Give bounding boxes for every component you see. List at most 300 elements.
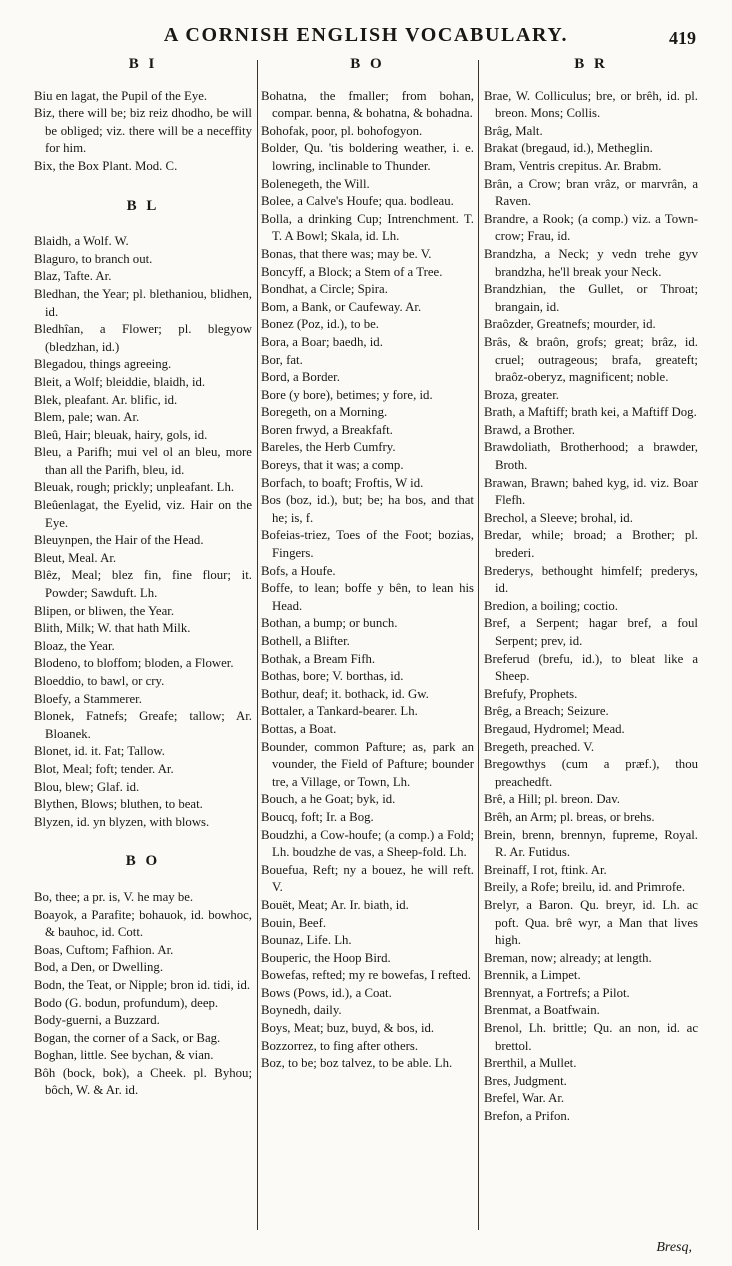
definition: (bregaud, id.), Metheglin. — [521, 141, 653, 156]
dictionary-entry — [34, 761, 252, 779]
dictionary-entry — [261, 897, 474, 915]
definition: to branch out. — [81, 251, 153, 266]
headword: Blêz, — [34, 568, 61, 583]
dictionary-entry — [484, 615, 698, 650]
dictionary-entry — [34, 268, 252, 286]
definition: Brawn; bahed kyg, id. viz. Boar Flefh. — [495, 475, 698, 508]
definition: a Boar; baedh, id. — [292, 334, 383, 349]
definition: to bawl, or cry. — [87, 674, 165, 688]
headword: Blou, — [34, 779, 63, 794]
definition: things agreeing. — [89, 357, 172, 372]
headword: Blipen, — [34, 603, 72, 618]
definition: a Crow; bran vrâz, or marvrân, a Raven. — [495, 176, 698, 209]
dictionary-entry — [34, 907, 252, 942]
definition: Malt. — [515, 123, 543, 138]
headword: Bohatna, — [261, 88, 307, 103]
headword: Bondhat, — [261, 282, 308, 297]
dictionary-entry — [261, 299, 474, 317]
dictionary-entry — [484, 281, 698, 316]
headword: Bleû, — [34, 427, 62, 442]
definition: Meat; Ar. Ir. biath, id. — [297, 897, 409, 912]
definition: Milk; W. that hath Milk. — [66, 621, 191, 636]
dictionary-entry — [484, 1055, 698, 1073]
definition: that it was; a comp. — [303, 458, 404, 473]
dictionary-entry — [34, 796, 252, 814]
definition: Meal; blez fin, fine flour; it. Powder; Sawduft. Lh. — [45, 568, 252, 601]
definition: a Calve's Houfe; qua. bodleau. — [297, 194, 454, 209]
definition: a Bank, or Caufeway. Ar. — [292, 299, 422, 314]
headword: Bleut, — [34, 550, 65, 565]
dictionary-entry — [34, 779, 252, 797]
definition: Tafte. Ar. — [63, 269, 112, 284]
column-rule — [257, 60, 258, 1230]
headword: Bouperic, — [261, 950, 312, 965]
definition: (G. bodun, profundum), deep. — [64, 995, 219, 1010]
headword: Bloeddio, — [34, 674, 85, 688]
headword: Bolee, — [261, 194, 295, 209]
definition: (y bore), betimes; y fore, id. — [289, 387, 433, 402]
dictionary-entry — [34, 105, 252, 158]
definition: a Hill; pl. breon. Dav. — [508, 792, 621, 807]
definition: I rot, ftink. Ar. — [532, 862, 607, 877]
dictionary-entry — [34, 427, 252, 445]
dictionary-entry — [34, 708, 252, 743]
headword: Bord, — [261, 370, 290, 385]
page-header — [0, 24, 732, 54]
dictionary-entry — [261, 404, 474, 422]
dictionary-entry — [484, 985, 698, 1003]
dictionary-entry — [484, 598, 698, 616]
headword: Bonez — [261, 317, 294, 332]
headword: Bom, — [261, 299, 290, 314]
dictionary-entry — [261, 809, 474, 827]
dictionary-entry — [484, 721, 698, 739]
headword: Boys, — [261, 1021, 291, 1036]
dictionary-entry — [484, 827, 698, 862]
dictionary-entry — [34, 942, 252, 960]
headword: Bleuynpen, — [34, 533, 93, 548]
headword: Bounder, — [261, 739, 308, 754]
headword: Boffe, — [261, 581, 294, 596]
definition: while; broad; a Brother; pl. brederi. — [495, 528, 698, 561]
definition: bethought himfelf; prederys, id. — [495, 563, 698, 596]
headword: Boudzhi, — [261, 827, 308, 842]
definition: a Maftiff; brath kei, a Maftiff Dog. — [518, 405, 697, 420]
headword: Biz, — [34, 106, 55, 121]
definition: a Boat. — [300, 721, 337, 736]
page-number: 419 — [669, 28, 696, 48]
dictionary-entry — [484, 651, 698, 686]
headword: Bredion, — [484, 598, 529, 613]
definition: pleafant. Ar. blific, id. — [64, 392, 178, 407]
headword: Breily, — [484, 880, 519, 895]
dictionary-entry — [484, 158, 698, 176]
dictionary-entry — [261, 686, 474, 704]
definition: a Neck; y vedn trehe gyv brandzha, he'll break your Neck. — [495, 246, 698, 279]
dictionary-entry — [484, 950, 698, 968]
column-heading: B R — [574, 56, 608, 72]
definition: Hair; bleuak, hairy, gols, id. — [64, 427, 208, 442]
definition: a Sleeve; brohal, id. — [530, 510, 633, 525]
definition: a Baron. Qu. breyr, id. Lh. ac poft. Qua. brê wyr, a Man that lives high. — [495, 897, 698, 948]
definition: a Boatfwain. — [534, 1003, 600, 1018]
dictionary-entry — [34, 497, 252, 532]
headword: Blegadou, — [34, 357, 87, 372]
headword: Brerthil, — [484, 1056, 528, 1071]
headword: Brae, — [484, 88, 512, 103]
dictionary-entry — [261, 527, 474, 562]
definition: the Pupil of the Eye. — [102, 88, 208, 103]
dictionary-entry — [261, 862, 474, 897]
definition: Cuftom; Fafhion. Ar. — [66, 942, 174, 957]
headword: Bottas, — [261, 721, 297, 736]
headword: Blek, — [34, 392, 62, 407]
dictionary-entry — [484, 1108, 698, 1126]
dictionary-entry — [261, 827, 474, 862]
headword: Boghan, — [34, 1048, 78, 1063]
dictionary-entry — [484, 1073, 698, 1091]
headword: Breman, — [484, 950, 528, 965]
definition: the Hoop Bird. — [314, 950, 391, 965]
dictionary-entry — [261, 422, 474, 440]
headword: Bottaler, — [261, 704, 305, 719]
headword: Bloefy, — [34, 691, 72, 706]
definition: the Gullet, or Throat; brangain, id. — [495, 282, 698, 314]
definition: to lean; boffe y bên, to lean his Head. — [272, 581, 474, 613]
dictionary-entry — [34, 1065, 252, 1100]
definition: poor, pl. bohofogyon. — [311, 123, 423, 138]
headword: Bore — [261, 387, 286, 402]
definition: a Wolf. W. — [74, 234, 129, 249]
definition: daily. — [313, 1003, 342, 1018]
definition: a Cow-houfe; (a comp.) a Fold; Lh. boudzhe de vas, a Sheep-fold. Lh. — [272, 827, 474, 860]
dictionary-entry — [484, 967, 698, 985]
definition: pale; wan. Ar. — [68, 410, 140, 425]
dictionary-entry — [34, 409, 252, 427]
definition: Qu. 'tis boldering weather, i. e. lowring, inclinable to Thunder. — [272, 141, 474, 173]
definition: there will be; biz reiz dhodho, be will be obliged; viz. there will be a neceffity for him. — [45, 106, 252, 156]
dictionary-entry — [484, 791, 698, 809]
definition: common Pafture; as, park an vounder, the Field of Pafture; bounder tre, a Village, or Town, Lh. — [272, 739, 474, 789]
column-bi-bl-bo — [34, 56, 252, 1246]
definition: the Year; pl. blethaniou, blidhen, id. — [45, 286, 252, 319]
dictionary-entry — [484, 703, 698, 721]
definition: a Bream Fifh. — [304, 651, 376, 666]
definition: a Circle; Spira. — [310, 282, 388, 297]
headword: Bregaud, — [484, 721, 531, 736]
dictionary-entry — [484, 140, 698, 158]
definition: preached. V. — [530, 739, 595, 754]
definition: Blows; bluthen, to beat. — [80, 797, 203, 812]
dictionary-entry — [261, 387, 474, 405]
definition: Brotherhood; a brawder, Broth. — [495, 440, 698, 473]
headword: Blaguro, — [34, 251, 79, 266]
definition: War. Ar. — [522, 1091, 565, 1106]
headword: Bothak, — [261, 651, 302, 666]
dictionary-entry — [484, 1002, 698, 1020]
dictionary-entry — [484, 686, 698, 704]
dictionary-entry — [34, 655, 252, 673]
definition: the Will. — [325, 176, 370, 191]
headword: Bloaz, — [34, 638, 68, 653]
headword: Blodeno, — [34, 656, 81, 671]
dictionary-entry — [261, 703, 474, 721]
headword: Bounaz, — [261, 933, 304, 948]
headword: Breferud — [484, 651, 530, 666]
headword: Blaidh, — [34, 234, 72, 249]
headword: Brêh, — [484, 809, 513, 824]
definition: (brefu, id.), to bleat like a Sheep. — [495, 651, 698, 684]
dictionary-entry — [484, 422, 698, 440]
headword: Brâg, — [484, 123, 513, 138]
headword: Bohofak, — [261, 123, 309, 138]
entry-list — [261, 88, 474, 1073]
definition: (Poz, id.), to be. — [296, 317, 380, 332]
headword: Bo, — [34, 889, 53, 904]
definition: W. Colliculus; bre, or brêh, id. pl. breon. Mons; Collis. — [495, 88, 698, 121]
dictionary-entry — [34, 286, 252, 321]
dictionary-entry — [484, 123, 698, 141]
headword: Bod, — [34, 960, 59, 975]
dictionary-entry — [34, 814, 252, 832]
dictionary-entry — [34, 88, 252, 106]
definition: a Serpent; hagar bref, a foul Serpent; prev, id. — [495, 616, 698, 648]
headword: Bodn, — [34, 977, 65, 992]
definition: to be; boz talvez, to be able. Lh. — [288, 1056, 453, 1071]
headword: Bredar, — [484, 528, 522, 543]
headword: Bofeias-triez, — [261, 528, 331, 543]
definition: a Houfe. — [291, 563, 336, 578]
headword: Bouch, — [261, 792, 298, 807]
headword: Boayok, — [34, 907, 78, 922]
headword: Boregeth, — [261, 405, 312, 420]
definition: Lh. brittle; Qu. an non, id. ac brettol. — [495, 1021, 698, 1053]
headword: Broza, — [484, 387, 518, 402]
dictionary-entry — [261, 1038, 474, 1056]
definition: a Den, or Dwelling. — [61, 960, 164, 975]
section-heading: B L — [126, 197, 160, 214]
dictionary-entry — [484, 404, 698, 422]
dictionary-entry — [34, 567, 252, 602]
definition: foft; Ir. a Bog. — [300, 809, 374, 824]
dictionary-entry — [261, 1002, 474, 1020]
dictionary-entry — [261, 211, 474, 246]
dictionary-entry — [484, 1090, 698, 1108]
headword: Brenol, — [484, 1021, 523, 1036]
headword: Brawdoliath, — [484, 440, 551, 455]
definition: Meal. Ar. — [68, 550, 117, 565]
column-heading: B O — [350, 56, 385, 72]
definition: (Pows, id.), a Coat. — [293, 985, 392, 1000]
definition: refted; my re bowefas, I refted. — [312, 968, 472, 983]
headword: Bouin, — [261, 915, 296, 930]
headword: Brandre, — [484, 211, 529, 226]
headword: Boreys, — [261, 458, 301, 473]
definition: an Arm; pl. breas, or brehs. — [515, 809, 655, 824]
definition: (bock, bok), a Cheek. pl. Byhou; bôch, W. & Ar. id. — [45, 1065, 252, 1098]
dictionary-entry — [261, 193, 474, 211]
definition: to boaft; Froftis, W id. — [308, 475, 424, 490]
headword: Bor, — [261, 352, 283, 367]
definition: a bump; or bunch. — [304, 616, 398, 631]
headword: Bregowthys — [484, 757, 546, 772]
definition: little. See bychan, & vian. — [80, 1048, 214, 1063]
dictionary-entry — [34, 603, 252, 621]
dictionary-entry — [261, 615, 474, 633]
definition: a Fortrefs; a Pilot. — [537, 985, 630, 1000]
headword: Bledhan, — [34, 286, 80, 301]
headword: Brenmat, — [484, 1003, 532, 1018]
dictionary-entry — [34, 620, 252, 638]
dictionary-entry — [261, 88, 474, 123]
entry-list — [34, 889, 252, 1100]
headword: Blythen, — [34, 797, 78, 812]
headword: Brefel, — [484, 1091, 520, 1106]
dictionary-entry — [261, 563, 474, 581]
dictionary-entry — [261, 915, 474, 933]
headword: Brê, — [484, 792, 506, 807]
dictionary-entry — [261, 580, 474, 615]
headword: Boas, — [34, 942, 63, 957]
definition: a Prifon. — [525, 1109, 571, 1124]
dictionary-entry — [34, 743, 252, 761]
dictionary-entry — [261, 721, 474, 739]
definition: a Wolf; bleiddie, blaidh, id. — [65, 374, 206, 389]
headword: Bolla, — [261, 211, 292, 226]
definition: Meat; buz, buyd, & bos, id. — [293, 1021, 435, 1036]
headword: Bozzorrez, — [261, 1038, 317, 1053]
definition: the Hair of the Head. — [95, 533, 204, 548]
headword: Bareles, — [261, 440, 303, 455]
dictionary-entry — [484, 879, 698, 897]
dictionary-entry — [484, 387, 698, 405]
dictionary-entry — [484, 1020, 698, 1055]
dictionary-entry — [34, 977, 252, 995]
headword: Bix, — [34, 158, 56, 173]
headword: Boz, — [261, 1056, 285, 1071]
headword: Boncyff, — [261, 264, 306, 279]
definition: bore; V. borthas, id. — [302, 669, 404, 684]
dictionary-entry — [261, 932, 474, 950]
headword: Bows — [261, 985, 291, 1000]
definition: greater. — [520, 387, 559, 402]
headword: Bolder, — [261, 141, 299, 156]
dictionary-entry — [34, 691, 252, 709]
dictionary-entry — [261, 352, 474, 370]
headword: Blith, — [34, 621, 63, 636]
definition: a Brother. — [524, 422, 575, 437]
dictionary-entry — [484, 527, 698, 562]
headword: Brefon, — [484, 1109, 523, 1124]
dictionary-entry — [261, 457, 474, 475]
headword: Bowefas, — [261, 968, 309, 983]
dictionary-entry — [34, 673, 252, 691]
definition: a Rook; (a comp.) viz. a Town-crow; Frau, id. — [495, 211, 698, 244]
dictionary-entry — [34, 550, 252, 568]
dictionary-entry — [261, 967, 474, 985]
definition: Hydromel; Mead. — [533, 721, 625, 736]
definition: Ventris crepitus. Ar. Brabm. — [518, 158, 662, 173]
definition: a Breach; Seizure. — [515, 704, 609, 719]
headword: Brandzhian, — [484, 282, 547, 297]
definition: Fatnefs; Greafe; tallow; Ar. Bloanek. — [45, 709, 252, 741]
definition: Reft; ny a bouez, he will reft. V. — [272, 862, 474, 895]
definition: a drinking Cup; Intrenchment. T. T. A Bowl; Skala, id. Lh. — [272, 211, 474, 244]
dictionary-entry — [261, 439, 474, 457]
definition: Greatnefs; mourder, id. — [536, 317, 656, 332]
definition: Toes of the Foot; bozias, Fingers. — [272, 528, 474, 561]
headword: Bothas, — [261, 669, 300, 684]
definition: thee; a pr. is, V. he may be. — [55, 889, 194, 904]
headword: Bres, — [484, 1073, 511, 1088]
dictionary-entry — [261, 475, 474, 493]
headword: Brawd, — [484, 422, 522, 437]
definition: the Eyelid, viz. Hair on the Eye. — [45, 498, 252, 530]
column-bo — [261, 56, 474, 1246]
dictionary-entry — [484, 756, 698, 791]
definition: a Flower; pl. blegyow (bledzhan, id.) — [45, 322, 252, 354]
headword: Blonet, — [34, 744, 72, 759]
headword: Blaz, — [34, 269, 61, 284]
dictionary-entry — [484, 88, 698, 123]
dictionary-entry — [261, 246, 474, 264]
dictionary-entry — [261, 140, 474, 175]
dictionary-entry — [484, 510, 698, 528]
definition: a Block; a Stem of a Tree. — [309, 264, 443, 279]
definition: Prophets. — [529, 686, 578, 701]
dictionary-entry — [261, 950, 474, 968]
definition: the corner of a Sack, or Bag. — [73, 1030, 221, 1045]
dictionary-entry — [34, 1047, 252, 1065]
definition: Judgment. — [513, 1073, 567, 1088]
dictionary-entry — [34, 233, 252, 251]
dictionary-entry — [34, 374, 252, 392]
definition: fat. — [286, 352, 303, 367]
dictionary-entry — [484, 211, 698, 246]
definition: now; already; at length. — [530, 950, 652, 965]
dictionary-entry — [261, 264, 474, 282]
dictionary-entry — [34, 158, 252, 176]
definition: id. it. Fat; Tallow. — [74, 744, 165, 759]
headword: Brêg, — [484, 704, 513, 719]
headword: Bouefua, — [261, 862, 308, 877]
dictionary-entry — [261, 369, 474, 387]
dictionary-entry — [261, 791, 474, 809]
definition: a Stammerer. — [74, 691, 142, 706]
definition: Life. Lh. — [306, 933, 352, 948]
headword: Bolenegeth, — [261, 176, 323, 191]
dictionary-entry — [261, 1055, 474, 1073]
headword: Blyzen, — [34, 814, 74, 829]
definition: a Parafite; bohauok, id. bowhoc, & bauhoc, id. Cott. — [45, 907, 252, 940]
headword: Bôh — [34, 1065, 56, 1080]
headword: Brawan, — [484, 475, 527, 490]
definition: a Border. — [293, 370, 340, 385]
headword: Bogan, — [34, 1030, 71, 1045]
dictionary-entry — [34, 1012, 252, 1030]
definition: a Breakfaft. — [332, 422, 393, 437]
definition: on a Morning. — [314, 405, 388, 420]
definition: the fmaller; from bohan, compar. benna, & bohatna, & bohadna. — [272, 88, 474, 121]
headword: Borfach, — [261, 475, 306, 490]
headword: Brelyr, — [484, 897, 520, 912]
section-heading: B O — [125, 853, 161, 870]
headword: Bleit, — [34, 374, 63, 389]
headword: Brakat — [484, 141, 519, 156]
dictionary-entry — [261, 651, 474, 669]
headword: Boren frwyd, — [261, 422, 330, 437]
headword: Braôzder, — [484, 317, 534, 332]
